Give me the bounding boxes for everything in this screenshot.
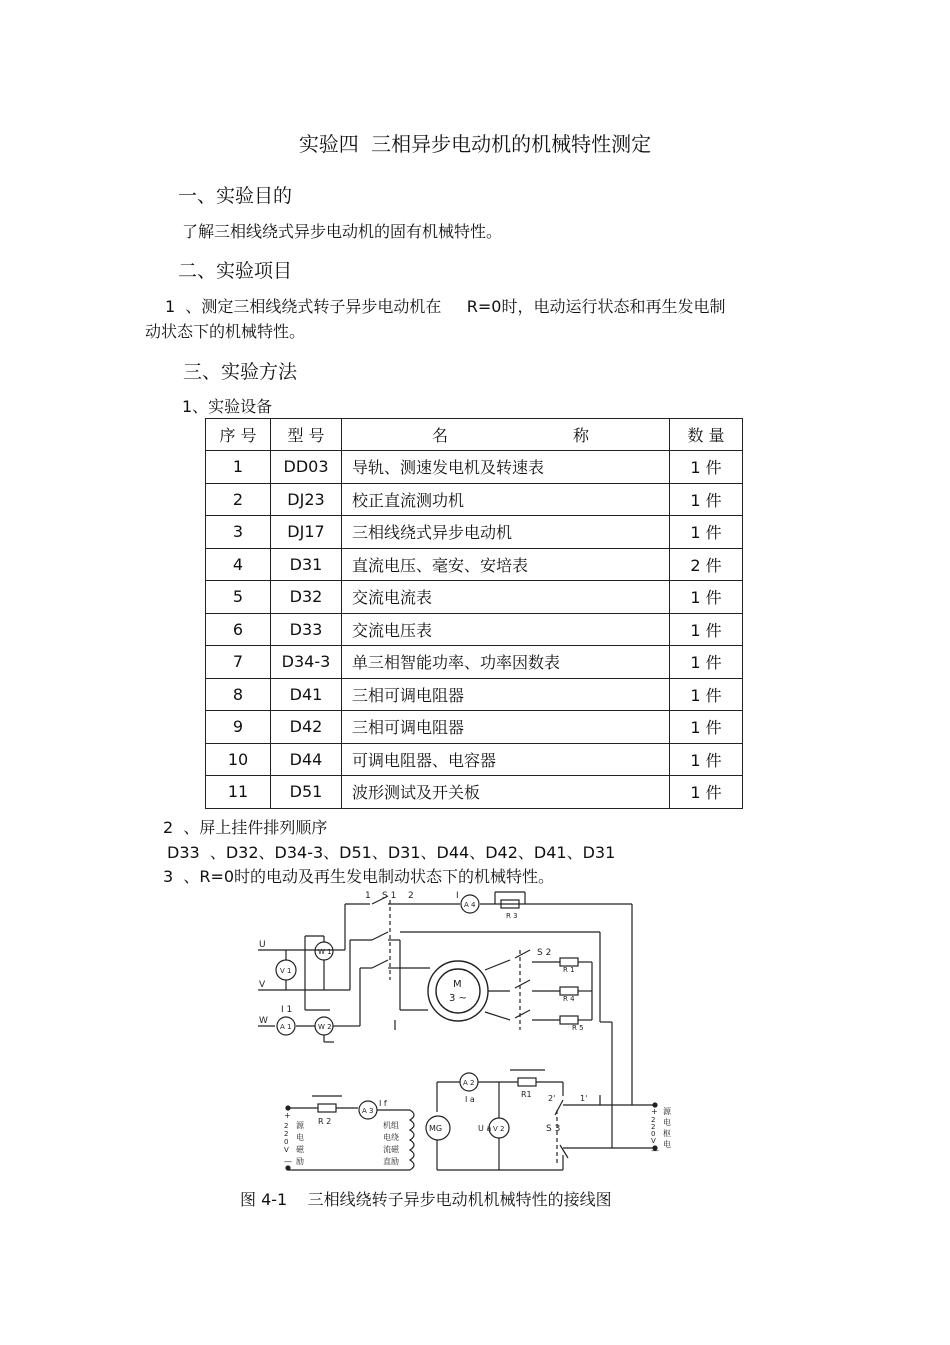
- label-ls-0: 0: [284, 1138, 289, 1146]
- section-heading-method: 三、实验方法: [183, 361, 298, 383]
- cell-model: D42: [271, 711, 342, 744]
- cell-model: D31: [271, 548, 342, 581]
- cell-qty: 1 件: [670, 711, 743, 744]
- label-rs-minus: —: [651, 1146, 659, 1155]
- label-field-2: 电绕: [383, 1133, 399, 1142]
- label-motor-m: M: [453, 979, 462, 990]
- item-line-1: 1 、测定三相线绕式转子异步电动机在 R=0时，电动运行状态和再生发电制: [165, 297, 726, 316]
- cell-name: 可调电阻器、电容器: [342, 743, 670, 776]
- cell-qty: 1 件: [670, 613, 743, 646]
- label-rs-2a: 2: [651, 1116, 656, 1124]
- r0-subheading: 3 、R=0时的电动及再生发电制动状态下的机械特性。: [163, 867, 555, 886]
- cell-name: 直流电压、毫安、安培表: [342, 548, 670, 581]
- cell-model: DD03: [271, 451, 342, 484]
- label-a2: A 2: [463, 1079, 475, 1087]
- label-ls-yuan: 源: [296, 1121, 304, 1130]
- label-2: 2: [408, 891, 414, 901]
- label-2prime: 2': [548, 1094, 556, 1103]
- header-model: 型 号: [271, 419, 342, 451]
- label-rs-yuan: 源: [663, 1107, 671, 1116]
- cell-name: 三相可调电阻器: [342, 711, 670, 744]
- cell-qty: 1 件: [670, 743, 743, 776]
- label-ls-2a: 2: [284, 1122, 289, 1130]
- layout-order: D33 、D32、D34-3、D51、D31、D44、D42、D41、D31: [167, 843, 616, 862]
- label-ls-2b: 2: [284, 1130, 289, 1138]
- table-row: [206, 483, 743, 516]
- label-r4: R 4: [563, 995, 575, 1003]
- cell-qty: 1 件: [670, 483, 743, 516]
- label-rs-v: V: [651, 1137, 656, 1145]
- resistor-r4-icon: [560, 987, 578, 995]
- label-rs-2b: 2: [651, 1123, 656, 1131]
- label-ls-dian: 电: [296, 1133, 304, 1142]
- label-ls-plus: +: [284, 1111, 291, 1120]
- cell-name: 交流电流表: [342, 581, 670, 614]
- cell-name: 导轨、测速发电机及转速表: [342, 451, 670, 484]
- section-heading-items: 二、实验项目: [178, 260, 293, 282]
- label-1prime: 1': [580, 1094, 588, 1103]
- table-row: [206, 776, 743, 809]
- cell-qty: 1 件: [670, 516, 743, 549]
- section-heading-purpose: 一、实验目的: [178, 185, 293, 207]
- field-winding-icon: [410, 1110, 414, 1170]
- table-row: [206, 646, 743, 679]
- label-mg: MG: [429, 1124, 443, 1133]
- label-r1s: R 1: [563, 966, 575, 974]
- resistor-r1-icon: [518, 1078, 536, 1086]
- cell-model: D34-3: [271, 646, 342, 679]
- cell-name: 校正直流测功机: [342, 483, 670, 516]
- cell-name: 单三相智能功率、功率因数表: [342, 646, 670, 679]
- table-row: [206, 516, 743, 549]
- equipment-subheading: 1、实验设备: [182, 397, 273, 416]
- label-w: W: [259, 1016, 268, 1026]
- label-ls-li: 励: [296, 1157, 304, 1166]
- label-ls-v: V: [284, 1146, 289, 1154]
- cell-model: D32: [271, 581, 342, 614]
- table-row: [206, 581, 743, 614]
- cell-index: 1: [206, 451, 271, 484]
- cell-index: 7: [206, 646, 271, 679]
- label-rs-shu: 枢: [663, 1129, 671, 1138]
- cell-qty: 1 件: [670, 776, 743, 809]
- resistor-r2-icon: [318, 1104, 336, 1112]
- header-name-b: 称: [572, 426, 589, 445]
- cell-index: 5: [206, 581, 271, 614]
- label-ia: I a: [465, 1095, 475, 1104]
- table-header-row: [206, 419, 743, 451]
- table-row: [206, 451, 743, 484]
- label-w1: W 1: [318, 948, 332, 956]
- label-v1: V 1: [280, 967, 292, 975]
- label-v: V: [259, 980, 266, 990]
- cell-name: 三相可调电阻器: [342, 678, 670, 711]
- cell-model: DJ17: [271, 516, 342, 549]
- header-index: 序 号: [206, 419, 271, 451]
- label-w2: W 2: [318, 1023, 332, 1031]
- label-motor-phase: 3 ~: [449, 993, 467, 1004]
- label-r1: R1: [521, 1090, 532, 1099]
- table-row: [206, 548, 743, 581]
- label-v2: V 2: [493, 1125, 505, 1133]
- table-row: [206, 711, 743, 744]
- table-row: [206, 613, 743, 646]
- label-ls-ci: 磁: [296, 1145, 304, 1154]
- label-s1: S 1: [382, 891, 397, 901]
- motor-outer-icon: [428, 961, 488, 1021]
- table-row: [206, 678, 743, 711]
- figure-caption: 图 4-1 三相线绕转子异步电动机机械特性的接线图: [240, 1190, 612, 1209]
- label-rs-0: 0: [651, 1130, 656, 1138]
- label-r2: R 2: [318, 1117, 332, 1126]
- cell-index: 2: [206, 483, 271, 516]
- page-title: 实验四 三相异步电动机的机械特性测定: [298, 132, 652, 156]
- cell-index: 10: [206, 743, 271, 776]
- cell-model: D41: [271, 678, 342, 711]
- cell-name: 波形测试及开关板: [342, 776, 670, 809]
- cell-index: 11: [206, 776, 271, 809]
- label-ls-minus: —: [284, 1157, 292, 1166]
- motor-inner-icon: [436, 969, 480, 1013]
- wiring-diagram: [0, 880, 950, 1190]
- cell-qty: 1 件: [670, 678, 743, 711]
- label-rs-plus: +: [651, 1107, 658, 1116]
- cell-model: D51: [271, 776, 342, 809]
- label-a4: A 4: [464, 901, 476, 909]
- label-1: 1: [365, 891, 371, 901]
- cell-model: D44: [271, 743, 342, 776]
- cell-index: 9: [206, 711, 271, 744]
- table-row: [206, 743, 743, 776]
- cell-qty: 1 件: [670, 581, 743, 614]
- label-field-4: 直励: [383, 1157, 399, 1166]
- label-field-1: 机组: [383, 1121, 399, 1130]
- equipment-table: [205, 418, 743, 809]
- header-qty: 数 量: [670, 419, 743, 451]
- cell-index: 3: [206, 516, 271, 549]
- label-rs-dian: 电: [663, 1118, 671, 1127]
- label-field-3: 流磁: [383, 1145, 399, 1154]
- label-a1: A 1: [280, 1023, 292, 1031]
- cell-qty: 1 件: [670, 646, 743, 679]
- label-rs-dian2: 电: [663, 1140, 671, 1149]
- cell-name: 交流电压表: [342, 613, 670, 646]
- resistor-r1s-icon: [560, 958, 578, 966]
- label-r3: R 3: [506, 912, 518, 920]
- label-if: I f: [379, 1099, 387, 1108]
- header-name: [342, 419, 670, 451]
- layout-subheading: 2 、屏上挂件排列顺序: [163, 818, 328, 837]
- cell-name: 三相线绕式异步电动机: [342, 516, 670, 549]
- resistor-r5-icon: [560, 1016, 578, 1024]
- label-i1: I 1: [281, 1005, 293, 1015]
- cell-model: DJ23: [271, 483, 342, 516]
- cell-model: D33: [271, 613, 342, 646]
- label-s3: S 3: [546, 1124, 561, 1134]
- label-ua: U a: [478, 1124, 492, 1133]
- label-i: I: [456, 891, 459, 901]
- cell-qty: 1 件: [670, 451, 743, 484]
- item-line-2: 动状态下的机械特性。: [145, 322, 306, 341]
- label-r5: R 5: [572, 1024, 584, 1032]
- cell-index: 6: [206, 613, 271, 646]
- header-name-a: 名: [432, 426, 449, 445]
- purpose-text: 了解三相线绕式异步电动机的固有机械特性。: [182, 222, 503, 241]
- label-u: U: [259, 940, 266, 950]
- label-a3: A 3: [362, 1107, 374, 1115]
- label-s2: S 2: [537, 948, 552, 958]
- cell-qty: 2 件: [670, 548, 743, 581]
- cell-index: 4: [206, 548, 271, 581]
- cell-index: 8: [206, 678, 271, 711]
